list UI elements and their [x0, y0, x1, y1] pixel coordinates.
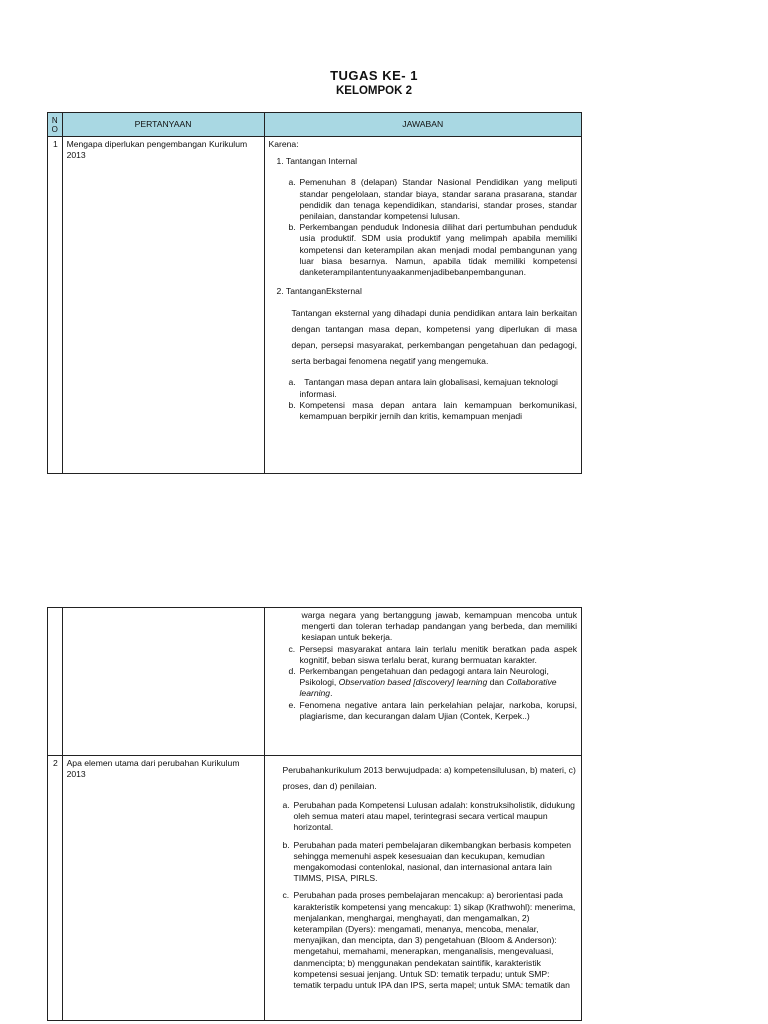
row-number: 2 — [48, 756, 63, 1021]
list-item: c. Persepsi masyarakat antara lain terlalu menitik beratkan pada aspek kognitif, beban siswa terlalu berat, kurang bermuatan karakter. — [288, 643, 577, 665]
list-item: d. Perkembangan pengetahuan dan pedagogi antara lain Neurologi, Psikologi, Observation based [discovery] learning dan Collaborative learning. — [288, 666, 557, 699]
header-question: PERTANYAAN — [62, 113, 264, 137]
list-item: a. Tantangan masa depan antara lain globalisasi, kemajuan teknologi informasi. — [288, 377, 561, 399]
table-row — [48, 137, 582, 474]
continued-text: warga negara yang bertanggung jawab, kemampuan mencoba untuk mengerti dan toleran terhadap pandangan yang berbeda, dan memiliki kesiapan untuk bekerja. — [301, 610, 577, 643]
section-heading: 2. TantanganEksternal — [276, 286, 362, 297]
qa-table-page-2 — [47, 607, 582, 1021]
list-item: c. Perubahan pada proses pembelajaran mencakup: a) berorientasi pada karakteristik kompetensi yang mencakup: 1) sikap (Krathwohl): menerima, menjalankan, menghargai, menghayati, dan mengamalkan, 2) keterampilan (Dyers): mengamati, menanya, mencoba, menalar, menyajikan, dan mencipta, dan 3) pengetahuan (Bloom & Anderson): mengetahui, memahami, menerapkan, menganalisis, mengevaluasi, danmencipta; b) menggunakan pendekatan saintifik, karakteristik kompetensi sesuai jenjang. Untuk SD: tematik terpadu; untuk SMP: tematik terpadu untuk IPA dan IPS, serta mapel; untuk SMA: tematik dan — [282, 890, 576, 991]
list-item: b. Perkembangan penduduk Indonesia dilihat dari pertumbuhan penduduk usia produktif. SDM usia produktif yang melimpah apabila memiliki kompetensi dan keterampilan akan menjadi modal pembangunan yang luar biasa besarnya. Namun, apabila tidak memiliki kompetensi danketerampilantentunyaakanmenjadibebanpembangunan. — [288, 222, 577, 278]
table-header-row — [48, 113, 582, 137]
header-no: N O — [48, 113, 63, 137]
answer-intro: Perubahankurikulum 2013 berwujudpada: a) kompetensilulusan, b) materi, c) proses, dan d) penilaian. — [282, 765, 576, 791]
section-paragraph: Tantangan eksternal yang dihadapi dunia pendidikan antara lain berkaitan dengan tantangan masa depan, kompetensi yang diperlukan di masa depan, persepsi masyarakat, perkembangan pengetahuan dan pedagogi, serta berbagai fenomena negatif yang mengemuka. — [291, 308, 577, 367]
qa-table-page-1 — [47, 112, 582, 474]
question-cell: Apa elemen utama dari perubahan Kurikulum 2013 — [62, 756, 264, 1021]
list-item: e. Fenomena negative antara lain perkelahian pelajar, narkoba, korupsi, plagiarisme, dan kecurangan dalam Ujian (Contek, Kerpek..) — [288, 699, 577, 721]
table-row — [48, 756, 582, 1021]
row-number: 1 — [48, 137, 63, 474]
answer-intro: Karena: — [268, 139, 299, 149]
document-title: TUGAS KE- 1 — [330, 68, 418, 83]
answer-cell — [264, 756, 582, 1021]
document-subtitle: KELOMPOK 2 — [335, 85, 413, 97]
answer-cell — [264, 137, 582, 474]
list-item: a. Perubahan pada Kompetensi Lulusan adalah: konstruksiholistik, didukung oleh semua materi atau mapel, terintegrasi secara vertical maupun horizontal. — [282, 800, 575, 833]
list-item: a. Pemenuhan 8 (delapan) Standar Nasional Pendidikan yang meliputi standar pengelolaan, standar biaya, standar sarana prasarana, standar pendidik dan tenaga kependidikan, standarisi, standar proses, standar penilaian, danstandar kompetensi lulusan. — [288, 177, 577, 222]
answer-cell-continued — [264, 608, 582, 756]
table-row — [48, 608, 582, 756]
list-item: b. Kompetensi masa depan antara lain kemampuan berkomunikasi, kemampuan berpikir jernih dan kritis, kemampuan menjadi — [288, 399, 577, 422]
question-cell: Mengapa diperlukan pengembangan Kurikulum 2013 — [62, 137, 264, 474]
list-item: b. Perubahan pada materi pembelajaran dikembangkan berbasis kompeten sehingga memenuhi aspek kesesuaian dan kecukupan, kemudian mengakomodasi contenlokal, nasional, dan internasional antara lain TIMMS, PISA, PIRLS. — [282, 839, 572, 884]
section-heading: 1. Tantangan Internal — [276, 156, 358, 167]
header-answer: JAWABAN — [264, 113, 582, 137]
